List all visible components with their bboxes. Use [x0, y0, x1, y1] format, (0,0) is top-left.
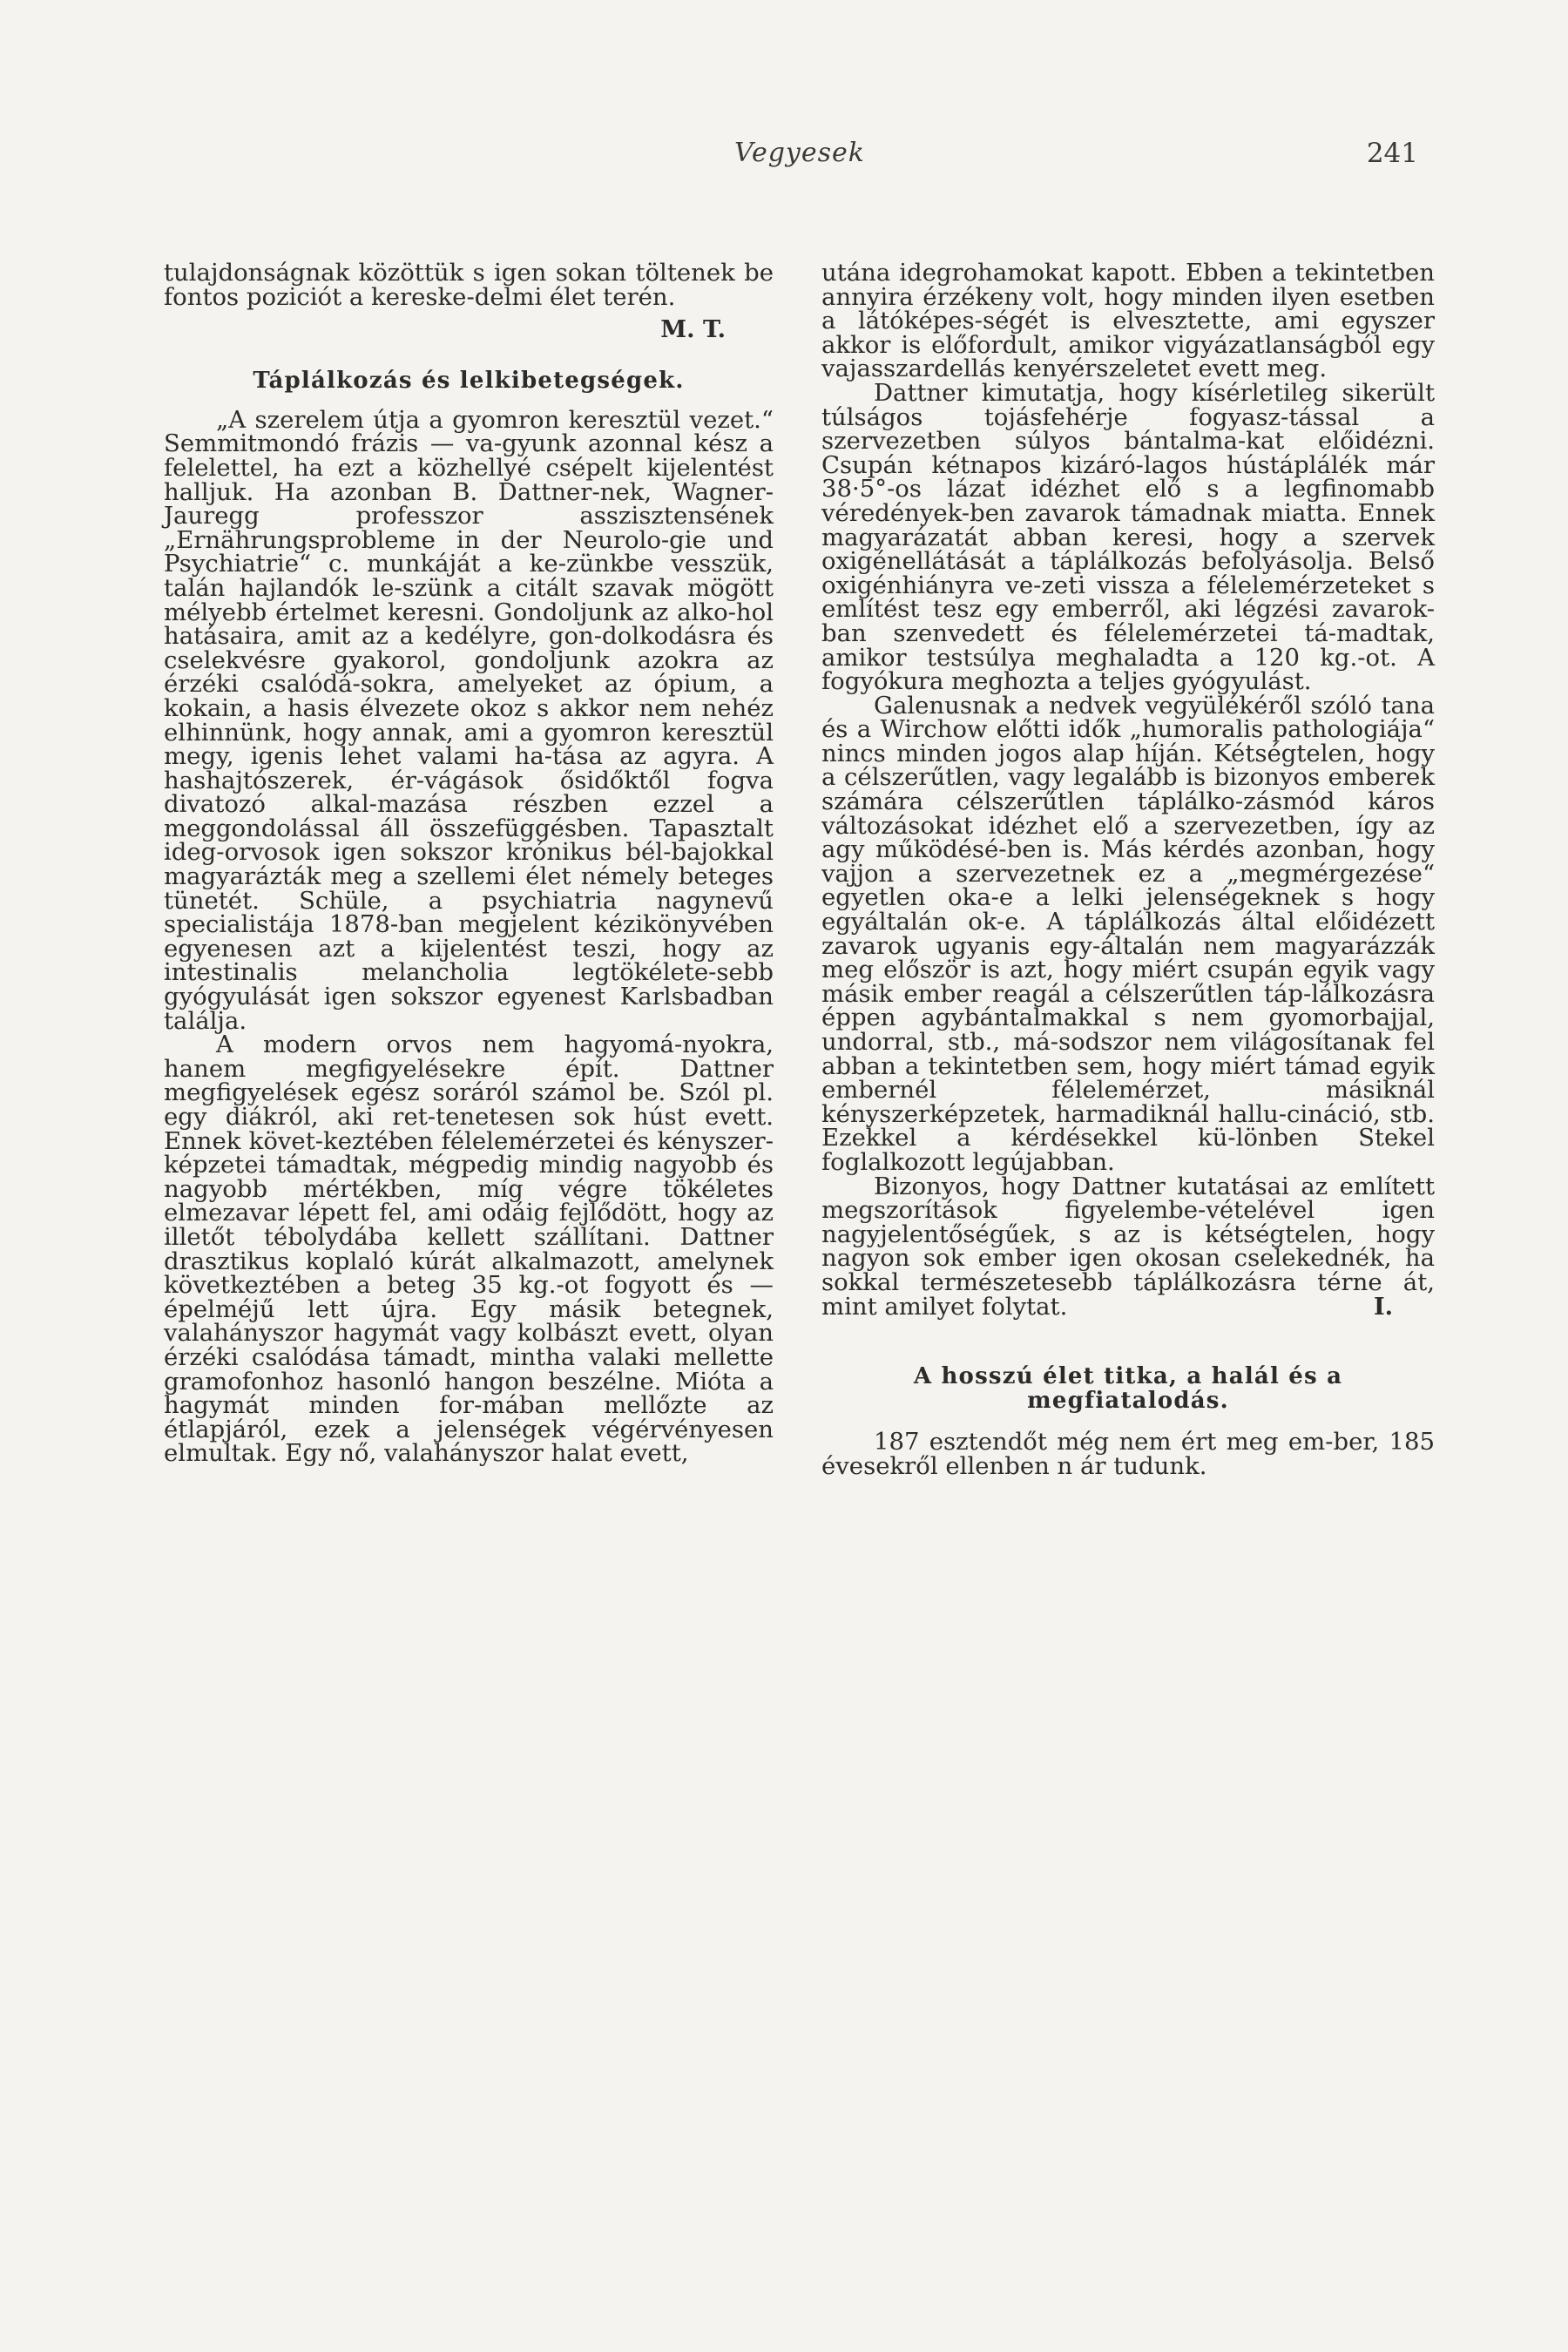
running-header: [164, 138, 1436, 176]
body-paragraph: utána idegrohamokat kapott. Ebben a tekintetben annyira érzékeny volt, hogy minden ilyen esetben a látóképes-ségét is elvesztette, ami egyszer akkor is előfordult, amikor vigyázatlanságból egy vajasszardellás kenyérszeletet evett meg.: [821, 259, 1435, 383]
body-paragraph: A modern orvos nem hagyomá-nyokra, hanem megfigyelésekre épít. Dattner megfigyelések egész soráról számol be. Szól pl. egy diákról, aki ret-tenetesen sok húst evett. Ennek követ-keztében félelemérzetei és kényszer-képzetei támadtak, mégpedig mindig nagyobb és nagyobb mértékben, míg végre tökéletes elmezavar lépett fel, ami odáig fejlődött, hogy az illetőt tébolydába kellett szállítani. Dattner drasztikus koplaló kúrát alkalmazott, amelynek következtében a beteg 35 kg.-ot fogyott és — épelméjű lett újra. Egy másik betegnek, valahányszor hagymát vagy kolbászt evett, olyan érzéki csalódása támadt, mintha valaki mellette gramofonhoz hasonló hangon beszélne. Mióta a hagymát minden for-mában mellőzte az étlapjáról, ezek a jelenségek végérvényesen elmultak. Egy nő, valahányszor halat evett,: [164, 1031, 774, 1468]
article-signature: M. T.: [660, 316, 726, 344]
right-column: [821, 261, 1435, 1478]
section-heading: Táplálkozás és lelkibetegségek.: [253, 367, 685, 394]
section-heading: A hosszú élet titka, a halál és a megfiatalodás.: [913, 1363, 1343, 1415]
body-paragraph: Galenusnak a nedvek vegyülékéről szóló tana és a Wirchow előtti idők „humoralis pathologiája“ nincs minden jogos alap híján. Kétségtelen, hogy a célszerűtlen, vagy legalább is bizonyos emberek számára célszerűtlen táplálko-zásmód káros változásokat idézhet elő a szervezetben, így az agy működésé-ben is. Más kérdés azonban, hogy vajjon a szervezetnek ez a „megmérgezése“ egyetlen oka-e a lelki jelenségeknek s hogy egyáltalán ok-e. A táplálkozás által előidézett zavarok ugyanis egy-általán nem magyarázzák meg először is azt, hogy miért csupán egyik vagy másik ember reagál a célszerűtlen táp-lálkozásra éppen agybántalmakkal s nem gyomorbajjal, undorral, stb., má-sodszor nem világosítanak fel abban a tekintetben sem, hogy miért támad egyik embernél félelemérzet, másiknál kényszerképzetek, harmadiknál hallu-cináció, stb. Ezekkel a kérdésekkel kü-lönben Stekel foglalkozott legújabban.: [821, 691, 1435, 1176]
body-paragraph: Dattner kimutatja, hogy kísérletileg sikerült túlságos tojásfehérje fogyasz-tással a szervezetben súlyos bántalma-kat előidézni. Csupán kétnapos kizáró-lagos hústáplálék már 38·5°-os lázat idézhet elő s a legfinomabb véredények-ben zavarok támadnak miatta. Ennek magyarázatát abban keresi, hogy a szervek oxigénellátását a táplálkozás befolyásolja. Belső oxigénhiányra ve-zeti vissza a félelemérzeteket s említést tesz egy emberről, aki légzési zavarok-ban szenvedett és félelemérzetei tá-madtak, amikor testsúlya meghaladta a 120 kg.-ot. A fogyókura meghozta a teljes gyógyulást.: [821, 378, 1435, 696]
body-paragraph: Bizonyos, hogy Dattner kutatásai az említett megszorítások figyelembe-vételével igen nagyjelentőségűek, s az is kétségtelen, hogy nagyon sok ember igen okosan cselekednék, ha sokkal természetesebb táplálkozásra térne át, mint amilyet folytat.: [821, 1172, 1435, 1321]
body-paragraph: 187 esztendőt még nem ért meg em-ber, 185 évesekről ellenben n ár tudunk.: [821, 1428, 1435, 1480]
running-title: Vegyesek: [734, 138, 865, 168]
article-signature: I.: [1373, 1293, 1393, 1321]
body-paragraph: „A szerelem útja a gyomron keresztül vezet.“ Semmitmondó frázis — va-gyunk azonnal kész a felelettel, ha ezt a közhellyé csépelt kijelentést halljuk. Ha azonban B. Dattner-nek, Wagner-Jauregg professzor asszisztensének „Ernährungsprobleme in der Neurolo-gie und Psychiatrie“ c. munkáját a ke-zünkbe vesszük, talán hajlandók le-szünk a citált szavak mögött mélyebb értelmet keresni. Gondoljunk az alko-hol hatásaira, amit az a kedélyre, gon-dolkodásra és cselekvésre gyakorol, gondoljunk azokra az érzéki csalódá-sokra, amelyeket az ópium, a kokain, a hasis élvezete okoz s akkor nem nehéz elhinnünk, hogy annak, ami a gyomron keresztül megy, igenis lehet valami ha-tása az agyra. A hashajtószerek, ér-vágások ősidőktől fogva divatozó alkal-mazása részben ezzel a meggondolással áll összefüggésben. Tapasztalt ideg-orvosok igen sokszor krónikus bél-bajokkal magyarázták meg a szellemi élet némely beteges tünetét. Schüle, a psychiatria nagynevű specialistája 1878-ban megjelent kézikönyvében egyenesen azt a kijelentést teszi, hogy az intestinalis melancholia legtökélete-sebb gyógyulását igen sokszor egyenest Karlsbadban találja.: [164, 405, 774, 1035]
page-number: 241: [1366, 138, 1418, 169]
left-column: [164, 261, 774, 1466]
intro-paragraph: tulajdonságnak közöttük s igen sokan töltenek be fontos poziciót a kereske-delmi élet terén.: [164, 259, 774, 311]
